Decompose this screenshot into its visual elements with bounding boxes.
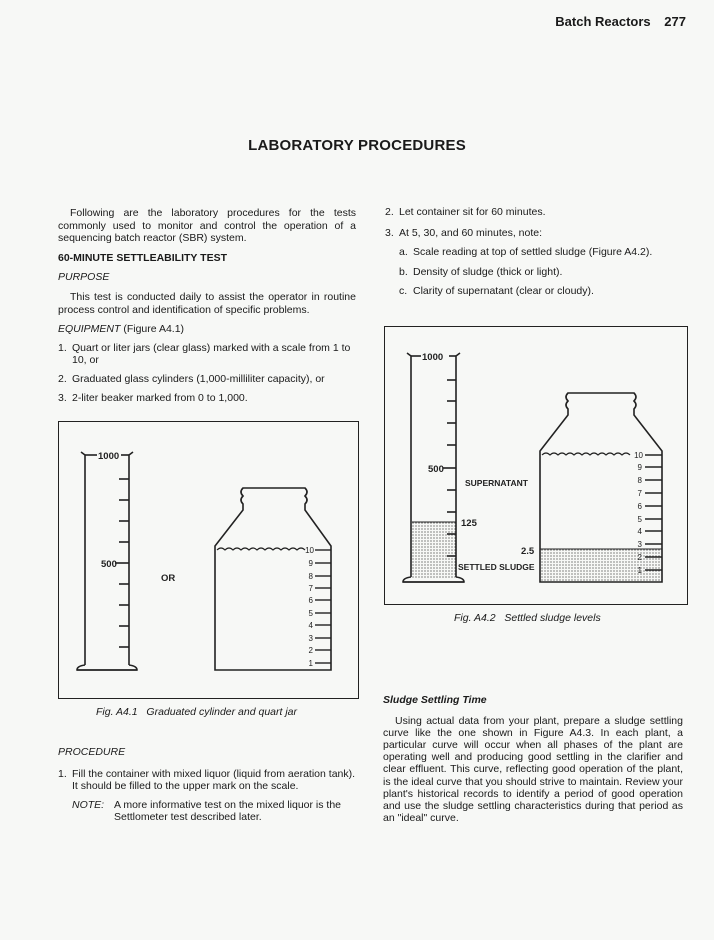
sludge-paragraph: Using actual data from your plant, prepare a sludge settling curve like the one shown in Figure A4.3. In each plant, a particular curve will occur when all phases of the plant are operating well and producing good settling in the clarifier and clear effluent. This curve, reflecting good operation of the plant, is the ideal curve that you should strive to maintain. Review your plant's historical records to identify a period of good operation and use the sludge settling characteristics during that period as an "ideal" curve. (383, 714, 683, 825)
figure-a4-1-caption (96, 706, 297, 718)
running-header (555, 14, 686, 29)
figure-a4-1-text: Graduated cylinder and quart jar (146, 706, 297, 718)
jar-scale-4: 4 (308, 621, 313, 630)
figure-a4-2-label: Fig. A4.2 (454, 612, 496, 624)
jar-scale-6: 6 (308, 596, 313, 605)
equipment-item-text: 2-liter beaker marked from 0 to 1,000. (72, 391, 248, 404)
equipment-item-2 (58, 373, 356, 386)
jar-scale-7: 7 (308, 584, 313, 593)
left-column-bottom (58, 746, 356, 824)
jar-scale-2: 2 (308, 646, 313, 655)
jar-scale-5: 5 (308, 609, 313, 618)
figure-a4-1-label: Fig. A4.1 (96, 706, 138, 718)
jar-scale-1: 1 (637, 566, 642, 575)
cylinder-top-label: 1000 (98, 451, 120, 462)
jar-scale-6: 6 (637, 502, 642, 511)
header-page-number: 277 (664, 14, 686, 29)
sub-item-text: Scale reading at top of settled sludge (Figure A4.2). (413, 246, 653, 259)
note-label: NOTE: (72, 798, 105, 811)
sub-item-letter: c. (399, 285, 408, 298)
sub-item-text: Clarity of supernatant (clear or cloudy). (413, 285, 594, 298)
sub-item-letter: b. (399, 265, 408, 278)
jar-scale-8: 8 (308, 572, 313, 581)
sub-item-text: Density of sludge (thick or light). (413, 265, 563, 278)
jar-scale-10: 10 (305, 546, 314, 555)
equipment-ref: (Figure A4.1) (123, 323, 185, 336)
jar-scale-10: 10 (634, 451, 643, 460)
jar-scale-2: 2 (637, 553, 642, 562)
jar-scale-3: 3 (637, 540, 642, 549)
procedure-label: PROCEDURE (58, 746, 126, 758)
sub-item-c (399, 285, 683, 298)
equipment-item-number: 1. (58, 341, 67, 354)
jar-scale-4: 4 (637, 527, 642, 536)
header-section: Batch Reactors (555, 14, 651, 29)
purpose-label: PURPOSE (58, 271, 110, 284)
figure-a4-2 (384, 326, 688, 605)
procedure-step-number: 3. (385, 226, 394, 239)
jar-scale-7: 7 (637, 489, 642, 498)
jar-scale-9: 9 (637, 463, 642, 472)
figure-a4-2-caption (454, 612, 601, 624)
jar-sludge-value: 2.5 (521, 546, 535, 557)
equipment-line (58, 323, 356, 336)
intro-paragraph: Following are the laboratory procedures for the tests commonly used to monitor and control the operation of a sequencing batch reactor (SBR) system. (58, 207, 356, 245)
jar-scale-5: 5 (637, 515, 642, 524)
cylinder-top-label: 1000 (422, 352, 444, 363)
figure-a4-2-text: Settled sludge levels (504, 612, 601, 624)
equipment-item-text: Graduated glass cylinders (1,000-milliliter capacity), or (72, 372, 325, 385)
cylinder-settled-sludge (412, 522, 456, 578)
figure-a4-2-drawing (385, 327, 687, 604)
cylinder-mid-label: 500 (428, 464, 444, 475)
right-column-bottom (383, 694, 683, 824)
cylinder-sludge-value: 125 (461, 518, 477, 529)
page-title: LABORATORY PROCEDURES (248, 137, 466, 154)
purpose-text: This test is conducted daily to assist the operator in routine process control and identification of specific problems. (58, 290, 356, 316)
equipment-item-1 (58, 342, 356, 367)
equipment-item-number: 2. (58, 372, 67, 385)
figure-a4-1-drawing (59, 422, 358, 698)
jar-scale-9: 9 (308, 559, 313, 568)
cylinder-mid-label: 500 (101, 559, 117, 570)
sub-item-letter: a. (399, 246, 408, 259)
test-heading: 60-MINUTE SETTLEABILITY TEST (58, 251, 227, 264)
settled-sludge-label: SETTLED SLUDGE (458, 562, 535, 572)
procedure-step-number: 2. (385, 206, 394, 218)
equipment-item-3 (58, 392, 356, 405)
procedure-step-1 (58, 768, 356, 793)
jar-scale-8: 8 (637, 476, 642, 485)
procedure-step-3 (385, 227, 683, 240)
procedure-step-text: Fill the container with mixed liquor (liquid from aeration tank). It should be filled to the upper mark on the scale. (72, 767, 356, 793)
note-text: A more informative test on the mixed liquor is the Settlometer test described later. (114, 798, 342, 824)
quart-jar-icon (215, 488, 331, 670)
or-label: OR (161, 573, 176, 584)
sub-item-b (399, 266, 683, 279)
sub-item-a (399, 246, 683, 259)
jar-scale-3: 3 (308, 634, 313, 643)
jar-scale-1: 1 (308, 659, 313, 668)
procedure-step-text: At 5, 30, and 60 minutes, note: (399, 226, 543, 239)
procedure-step-2 (385, 206, 683, 219)
left-column-top (58, 207, 356, 404)
jar-settled-sludge (540, 549, 662, 582)
supernatant-label: SUPERNATANT (465, 478, 528, 488)
equipment-label: EQUIPMENT (58, 323, 121, 336)
figure-a4-1 (58, 421, 359, 699)
procedure-step-text: Let container sit for 60 minutes. (399, 206, 546, 218)
procedure-step-number: 1. (58, 767, 67, 780)
note-block (58, 799, 356, 824)
sludge-heading: Sludge Settling Time (383, 694, 487, 706)
right-column-top (385, 206, 683, 298)
equipment-item-text: Quart or liter jars (clear glass) marked with a scale from 1 to 10, or (72, 341, 351, 367)
equipment-item-number: 3. (58, 391, 67, 404)
jar-scale-ticks (315, 550, 331, 663)
